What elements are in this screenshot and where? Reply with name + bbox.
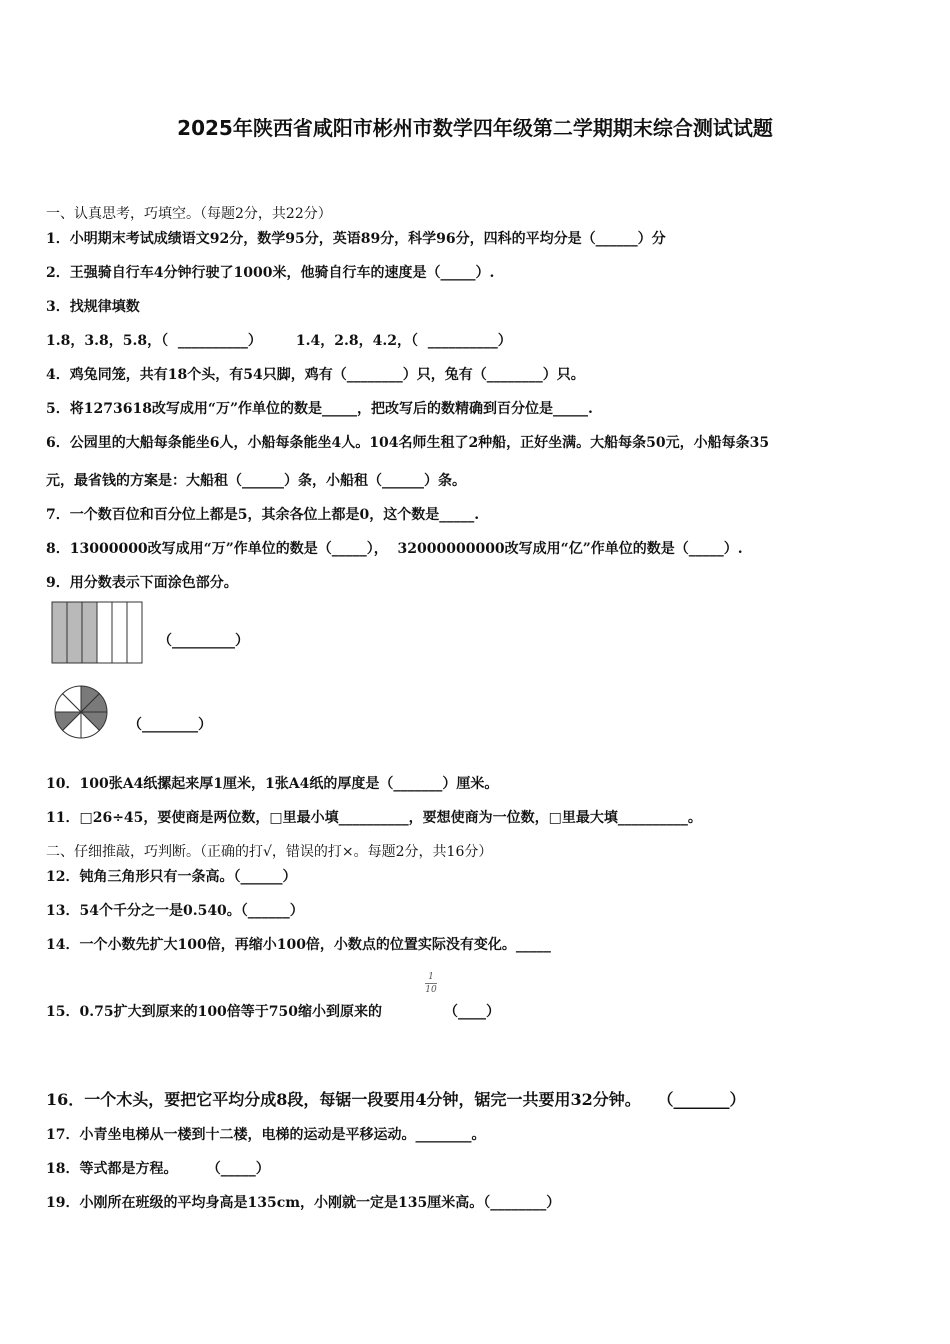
question-17: 17．小青坐电梯从一楼到十二楼，电梯的运动是平移运动。________。 (46, 1127, 486, 1143)
question-6-line-1: 6．公园里的大船每条能坐6人，小船每条能坐4人。104名师生租了2种船，正好坐满。大船每条50元，小船每条35 (46, 435, 770, 451)
question-8: 8．13000000改写成用“万”作单位的数是（_____）， 32000000000改写成用“亿”作单位的数是（_____）. (46, 541, 743, 557)
question-18: 18．等式都是方程。 （_____） (46, 1161, 270, 1177)
fraction-denominator: 10 (425, 985, 437, 995)
question-4: 4．鸡兔同笼，共有18个头，有54只脚，鸡有（________）只，兔有（________）只。 (46, 367, 585, 383)
question-10: 10．100张A4纸摞起来厚1厘米，1张A4纸的厚度是（_______）厘米。 (46, 776, 499, 792)
fraction-numerator: 1 (428, 972, 434, 982)
question-6-line-2: 元，最省钱的方案是：大船租（______）条，小船租（______）条。 (46, 473, 466, 489)
circle-fraction-figure (53, 684, 109, 740)
shaded-strip (67, 602, 82, 663)
question-1: 1．小明期末考试成绩语文92分，数学95分，英语89分，科学96分，四科的平均分是（______）分 (46, 231, 666, 247)
question-9: 9．用分数表示下面涂色部分。 (46, 575, 238, 591)
question-19: 19．小刚所在班级的平均身高是135cm，小刚就一定是135厘米高。（________） (46, 1195, 561, 1211)
question-14: 14．一个小数先扩大100倍，再缩小100倍，小数点的位置实际没有变化。_____ (46, 937, 551, 953)
question-15: 15．0.75扩大到原来的100倍等于750缩小到原来的 (46, 1004, 383, 1020)
shaded-strip (52, 602, 67, 663)
unshaded-strip (127, 602, 142, 663)
question-16: 16．一个木头，要把它平均分成8段，每锯一段要用4分钟，锯完一共要用32分钟。 （_______） (46, 1090, 746, 1109)
question-12: 12．钝角三角形只有一条高。（______） (46, 869, 297, 885)
section-2-heading: 二、仔细推敲，巧判断。（正确的打√，错误的打×。每题2分，共16分） (46, 844, 493, 860)
unshaded-strip (97, 602, 112, 663)
question-3: 3．找规律填数 (46, 299, 140, 315)
section-1-heading: 一、认真思考，巧填空。（每题2分，共22分） (46, 206, 332, 222)
unshaded-strip (112, 602, 127, 663)
page-title: 2025年陕西省咸阳市彬州市数学四年级第二学期期末综合测试试题 (177, 116, 773, 140)
question-9a-answer: （_________） (158, 633, 249, 649)
rectangle-fraction-figure (51, 601, 143, 664)
question-5: 5．将1273618改写成用“万”作单位的数是_____，把改写后的数精确到百分位是_____. (46, 401, 593, 417)
fraction-one-tenth (425, 972, 437, 995)
question-15-answer: （____） (444, 1004, 500, 1020)
question-2: 2．王强骑自行车4分钟行驶了1000米，他骑自行车的速度是（_____）. (46, 265, 495, 281)
question-7: 7．一个数百位和百分位上都是5，其余各位上都是0，这个数是_____. (46, 507, 480, 523)
question-3-sequences: 1.8，3.8，5.8，（ __________） 1.4，2.8，4.2，（ __________） (46, 333, 512, 349)
question-9b-answer: （________） (128, 717, 212, 733)
question-13: 13．54个千分之一是0.540。（______） (46, 903, 304, 919)
shaded-strip (82, 602, 97, 663)
question-11: 11．□26÷45，要使商是两位数，□里最小填__________，要想使商为一位数，□里最大填__________。 (46, 810, 702, 826)
